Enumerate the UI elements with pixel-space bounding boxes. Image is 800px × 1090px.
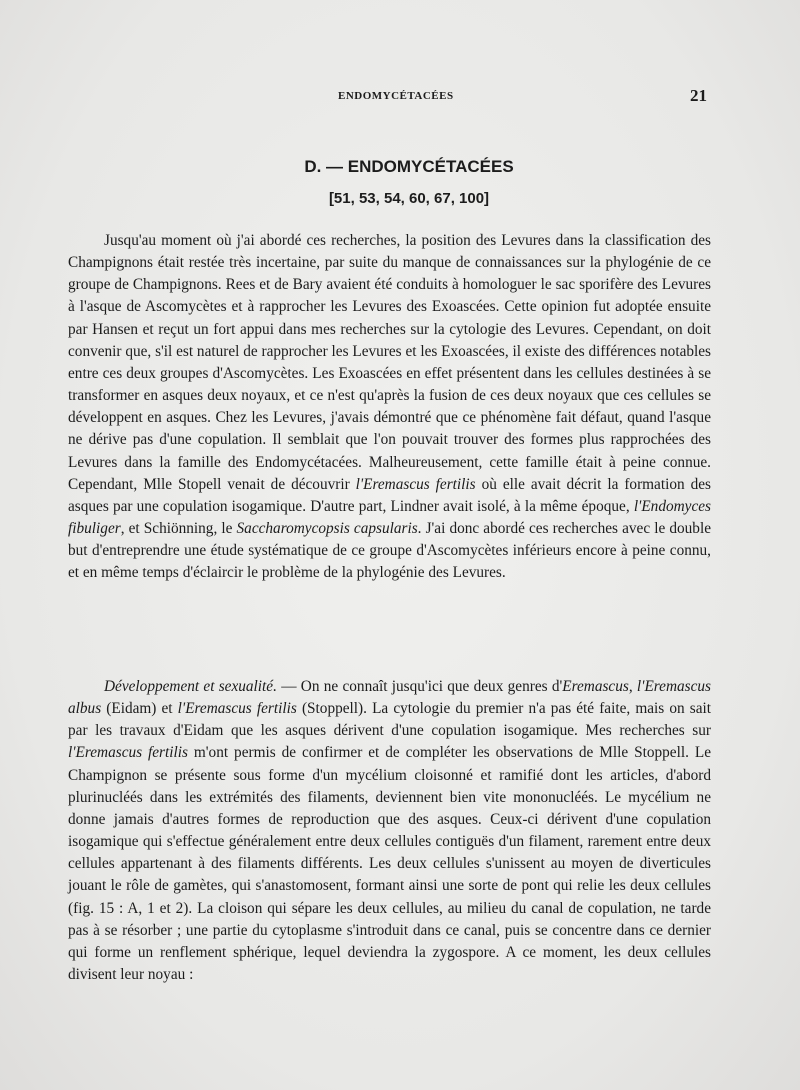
paragraph-development bbox=[68, 676, 711, 986]
species-name: l'Endomyces fibuliger bbox=[68, 497, 711, 538]
paragraph-text: , et Schiönning, le bbox=[120, 520, 237, 538]
running-head: ENDOMYCÉTACÉES bbox=[338, 90, 454, 102]
species-name: Eremascus bbox=[562, 678, 629, 695]
paragraph-text: où elle avait décrit la formation des asques par une copulation isogamique. D'autre part, Lindner avait isolé, à la même époque, bbox=[68, 475, 711, 515]
subsection-heading: Développement et sexualité. bbox=[104, 678, 277, 695]
paragraph-text: m'ont permis de confirmer et de compléter les observations de Mlle Stoppell. Le Champignon se présente sous forme d'un mycélium cloisonné et ramifié dont les articles, d'abord plurinucléés dans les extrémités des filaments, deviennent bien vite mononucléés. Le mycélium ne donne jamais d'autres formes de reproduction que des asques. Ceux-ci dérivent d'une copulation isogamique qui s'effectue généralement entre deux cellules contiguës d'un filament, rarement entre deux cellules appartenant à des filaments différents. Les deux cellules s'unissent au moyen de diverticules jouant le rôle de gamètes, qui s'anastomosent, formant ainsi une sorte de pont qui relie les deux cellules (fig. 15 : A, 1 et 2). La cloison qui sépare les deux cellules, au milieu du canal de copulation, ne tarde pas à se résorber ; une partie du cytoplasme s'introduit dans ce canal, puis se concentre dans ce dernier qui forme un renflement sphérique, lequel deviendra la zygospore. A ce moment, les deux cellules divisent leur noyau : bbox=[68, 744, 711, 984]
paragraph-text: , bbox=[628, 678, 637, 695]
species-name: l'Eremascus albus bbox=[68, 678, 712, 718]
reference-list: [51, 53, 54, 60, 67, 100] bbox=[328, 190, 490, 207]
species-name: l'Eremascus fertilis bbox=[68, 744, 188, 762]
paragraph-text: . J'ai donc abordé ces recherches avec le double but d'entreprendre une étude systématique de ce groupe d'Ascomycètes inférieurs encore à peine connu, et en même temps d'éclaircir le problème de la phylogénie des Levures. bbox=[68, 520, 712, 582]
paragraph-text: — On ne connaît jusqu'ici que deux genres d' bbox=[276, 678, 563, 695]
page-number: 21 bbox=[690, 86, 707, 105]
species-name: l'Eremascus fertilis bbox=[177, 700, 297, 718]
section-title: D. — ENDOMYCÉTACÉES bbox=[304, 157, 514, 176]
species-name: Saccharomycopsis capsularis bbox=[236, 520, 418, 538]
paragraph-text: (Eidam) et bbox=[101, 700, 178, 718]
paragraph-intro bbox=[68, 230, 711, 585]
paragraph-text: (Stoppell). La cytologie du premier n'a pas été faite, mais on sait par les travaux d'Eidam que les asques dérivent d'une copulation isogamique. Mes recherches sur bbox=[68, 700, 711, 740]
species-name: l'Eremascus fertilis bbox=[355, 475, 476, 493]
paragraph-text: Jusqu'au moment où j'ai abordé ces recherches, la position des Levures dans la classification des Champignons était restée très incertaine, par suite du manque de connaissances sur la phylogénie de ce groupe de Champignons. Rees et de Bary avaient été conduits à homologuer le sac sporifère des Levures à l'asque de Ascomycètes et à rapprocher les Levures des Exoascées. Cette opinion fut adoptée ensuite par Hansen et reçut un fort appui dans mes recherches sur la cytologie des Levures. Cependant, on doit convenir que, s'il est naturel de rapprocher les Levures et les Exoascées, il existe des différences notables entre ces deux groupes d'Ascomycètes. Les Exoascées en effet présentent dans les cellules destinées à se transformer en asques deux noyaux, et ce n'est qu'après la fusion de ces deux noyaux que ces cellules se développent en asques. Chez les Levures, j'avais démontré que ce phénomène fait défaut, quand l'asque ne dérive pas d'une copulation. Il semblait que l'on pouvait trouver des formes plus rapprochées des Levures dans la famille des Endomycétacées. Malheureusement, cette famille était à peine connue. Cependant, Mlle Stopell venait de découvrir bbox=[68, 232, 711, 493]
